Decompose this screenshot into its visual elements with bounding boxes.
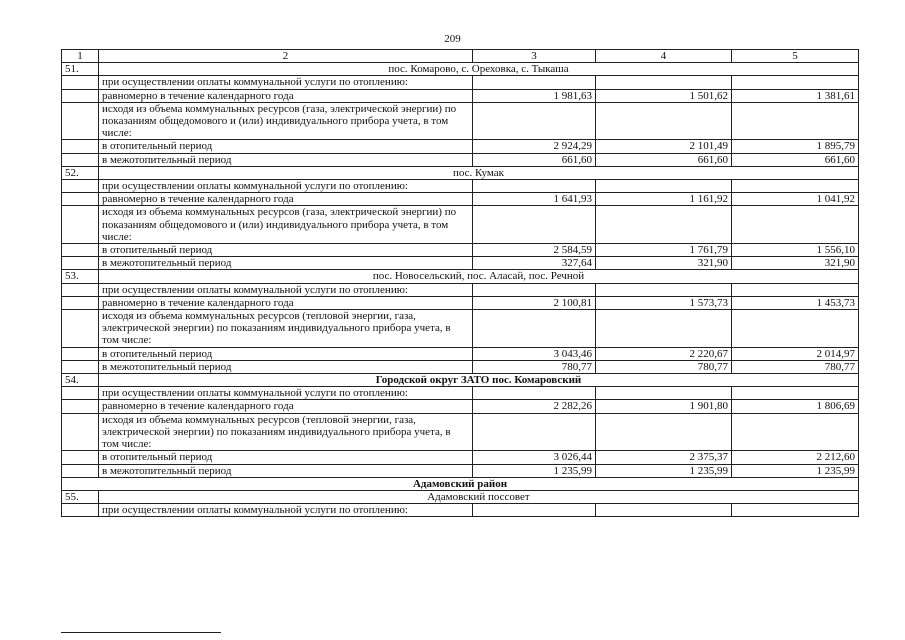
section-title: пос. Комарово, с. Ореховка, с. Тыкаша: [99, 63, 859, 76]
value-col-4: 2 220,67: [596, 347, 732, 360]
value-col-4-empty: [596, 102, 732, 140]
value-col-3-empty: [473, 504, 596, 517]
row-label: в межотопительный период: [99, 464, 473, 477]
value-col-3-empty: [473, 180, 596, 193]
value-col-5: 661,60: [732, 153, 859, 166]
tariff-data-row: [62, 89, 859, 102]
row-label: при осуществлении оплаты коммунальной услуги по отоплению:: [99, 504, 473, 517]
row-label: в отопительный период: [99, 244, 473, 257]
value-col-4-empty: [596, 310, 732, 348]
row-label: равномерно в течение календарного года: [99, 296, 473, 309]
tariff-data-row: [62, 296, 859, 309]
value-col-5-empty: [732, 206, 859, 244]
section-row: [62, 166, 859, 179]
row-number-empty: [62, 451, 99, 464]
row-number: 52.: [62, 166, 99, 179]
column-header-2: 2: [99, 50, 473, 63]
row-number-empty: [62, 140, 99, 153]
section-title: пос. Новосельский, пос. Аласай, пос. Речной: [99, 270, 859, 283]
value-col-3-empty: [473, 413, 596, 451]
value-col-3-empty: [473, 206, 596, 244]
value-col-5: 1 806,69: [732, 400, 859, 413]
row-number-empty: [62, 283, 99, 296]
tariff-data-row: [62, 347, 859, 360]
row-number-empty: [62, 76, 99, 89]
footnote-separator: [61, 632, 221, 633]
row-number-empty: [62, 296, 99, 309]
value-col-4: 661,60: [596, 153, 732, 166]
description-row: [62, 413, 859, 451]
section-title: Городской округ ЗАТО пос. Комаровский: [99, 374, 859, 387]
description-row: [62, 180, 859, 193]
tariff-data-row: [62, 244, 859, 257]
row-label: при осуществлении оплаты коммунальной услуги по отоплению:: [99, 76, 473, 89]
value-col-3: 3 043,46: [473, 347, 596, 360]
value-col-5-empty: [732, 283, 859, 296]
row-number-empty: [62, 413, 99, 451]
value-col-3: 2 100,81: [473, 296, 596, 309]
value-col-3: 1 235,99: [473, 464, 596, 477]
value-col-5-empty: [732, 102, 859, 140]
tariff-data-row: [62, 400, 859, 413]
value-col-4: 780,77: [596, 360, 732, 373]
section-row: [62, 270, 859, 283]
row-number-empty: [62, 400, 99, 413]
value-col-4: 1 573,73: [596, 296, 732, 309]
tariff-data-row: [62, 257, 859, 270]
column-header-1: 1: [62, 50, 99, 63]
value-col-4-empty: [596, 504, 732, 517]
value-col-3-empty: [473, 76, 596, 89]
row-number: 55.: [62, 490, 99, 503]
row-number-empty: [62, 504, 99, 517]
value-col-5-empty: [732, 413, 859, 451]
value-col-3-empty: [473, 102, 596, 140]
row-label: в отопительный период: [99, 140, 473, 153]
row-number-empty: [62, 244, 99, 257]
value-col-3: 2 584,59: [473, 244, 596, 257]
value-col-3: 2 282,26: [473, 400, 596, 413]
value-col-3-empty: [473, 310, 596, 348]
value-col-5: 2 014,97: [732, 347, 859, 360]
value-col-3-empty: [473, 387, 596, 400]
value-col-3: 2 924,29: [473, 140, 596, 153]
value-col-4-empty: [596, 413, 732, 451]
description-row: [62, 310, 859, 348]
value-col-4: 1 501,62: [596, 89, 732, 102]
row-label: исходя из объема коммунальных ресурсов (газа, электрической энергии) по показаниям общедомового и (или) индивидуального прибора учета, в том числе:: [99, 206, 473, 244]
value-col-3: 1 981,63: [473, 89, 596, 102]
column-header-4: 4: [596, 50, 732, 63]
row-label: исходя из объема коммунальных ресурсов (тепловой энергии, газа, электрической энергии) по показаниям индивидуального прибора учета, в том числе:: [99, 413, 473, 451]
column-number-row: [62, 50, 859, 63]
row-label: равномерно в течение календарного года: [99, 193, 473, 206]
value-col-4: 1 761,79: [596, 244, 732, 257]
value-col-4: 2 101,49: [596, 140, 732, 153]
value-col-3: 780,77: [473, 360, 596, 373]
value-col-3-empty: [473, 283, 596, 296]
row-number-empty: [62, 89, 99, 102]
section-title: пос. Кумак: [99, 166, 859, 179]
row-number-empty: [62, 180, 99, 193]
value-col-5-empty: [732, 310, 859, 348]
description-row: [62, 76, 859, 89]
section-title: Адамовский поссовет: [99, 490, 859, 503]
tariff-table: [61, 49, 859, 517]
row-number-empty: [62, 360, 99, 373]
value-col-3: 661,60: [473, 153, 596, 166]
row-number: 53.: [62, 270, 99, 283]
value-col-5-empty: [732, 76, 859, 89]
value-col-4-empty: [596, 387, 732, 400]
tariff-data-row: [62, 140, 859, 153]
district-row: [62, 477, 859, 490]
value-col-4: 2 375,37: [596, 451, 732, 464]
value-col-5: 2 212,60: [732, 451, 859, 464]
value-col-4-empty: [596, 180, 732, 193]
row-number-empty: [62, 387, 99, 400]
value-col-4: 1 901,80: [596, 400, 732, 413]
value-col-5: 1 235,99: [732, 464, 859, 477]
column-header-3: 3: [473, 50, 596, 63]
description-row: [62, 206, 859, 244]
value-col-5: 780,77: [732, 360, 859, 373]
row-label: равномерно в течение календарного года: [99, 89, 473, 102]
value-col-4-empty: [596, 206, 732, 244]
value-col-5-empty: [732, 387, 859, 400]
value-col-5-empty: [732, 504, 859, 517]
value-col-4-empty: [596, 76, 732, 89]
row-label: исходя из объема коммунальных ресурсов (тепловой энергии, газа, электрической энергии) по показаниям индивидуального прибора учета, в том числе:: [99, 310, 473, 348]
value-col-5: 1 453,73: [732, 296, 859, 309]
value-col-5: 321,90: [732, 257, 859, 270]
row-label: исходя из объема коммунальных ресурсов (газа, электрической энергии) по показаниям общедомового и (или) индивидуального прибора учета, в том числе:: [99, 102, 473, 140]
row-label: в межотопительный период: [99, 153, 473, 166]
column-header-5: 5: [732, 50, 859, 63]
row-number-empty: [62, 102, 99, 140]
district-title: Адамовский район: [62, 477, 859, 490]
tariff-data-row: [62, 153, 859, 166]
value-col-5: 1 556,10: [732, 244, 859, 257]
tariff-data-row: [62, 360, 859, 373]
description-row: [62, 504, 859, 517]
value-col-5: 1 895,79: [732, 140, 859, 153]
row-number-empty: [62, 206, 99, 244]
description-row: [62, 387, 859, 400]
tariff-data-row: [62, 451, 859, 464]
row-number: 51.: [62, 63, 99, 76]
row-number-empty: [62, 347, 99, 360]
row-label: при осуществлении оплаты коммунальной услуги по отоплению:: [99, 387, 473, 400]
row-number-empty: [62, 257, 99, 270]
row-number-empty: [62, 464, 99, 477]
row-number-empty: [62, 193, 99, 206]
value-col-5-empty: [732, 180, 859, 193]
row-label: при осуществлении оплаты коммунальной услуги по отоплению:: [99, 180, 473, 193]
row-label: равномерно в течение календарного года: [99, 400, 473, 413]
value-col-3: 1 641,93: [473, 193, 596, 206]
section-row: [62, 374, 859, 387]
page-number: 209: [444, 33, 461, 45]
row-number: 54.: [62, 374, 99, 387]
row-label: в межотопительный период: [99, 257, 473, 270]
value-col-5: 1 381,61: [732, 89, 859, 102]
tariff-data-row: [62, 193, 859, 206]
value-col-5: 1 041,92: [732, 193, 859, 206]
section-row: [62, 490, 859, 503]
value-col-4: 1 161,92: [596, 193, 732, 206]
value-col-4: 321,90: [596, 257, 732, 270]
row-number-empty: [62, 310, 99, 348]
value-col-4-empty: [596, 283, 732, 296]
tariff-data-row: [62, 464, 859, 477]
row-label: при осуществлении оплаты коммунальной услуги по отоплению:: [99, 283, 473, 296]
description-row: [62, 102, 859, 140]
row-label: в межотопительный период: [99, 360, 473, 373]
description-row: [62, 283, 859, 296]
row-label: в отопительный период: [99, 347, 473, 360]
value-col-3: 3 026,44: [473, 451, 596, 464]
row-label: в отопительный период: [99, 451, 473, 464]
row-number-empty: [62, 153, 99, 166]
value-col-4: 1 235,99: [596, 464, 732, 477]
value-col-3: 327,64: [473, 257, 596, 270]
tariff-table-body: [62, 50, 859, 517]
section-row: [62, 63, 859, 76]
